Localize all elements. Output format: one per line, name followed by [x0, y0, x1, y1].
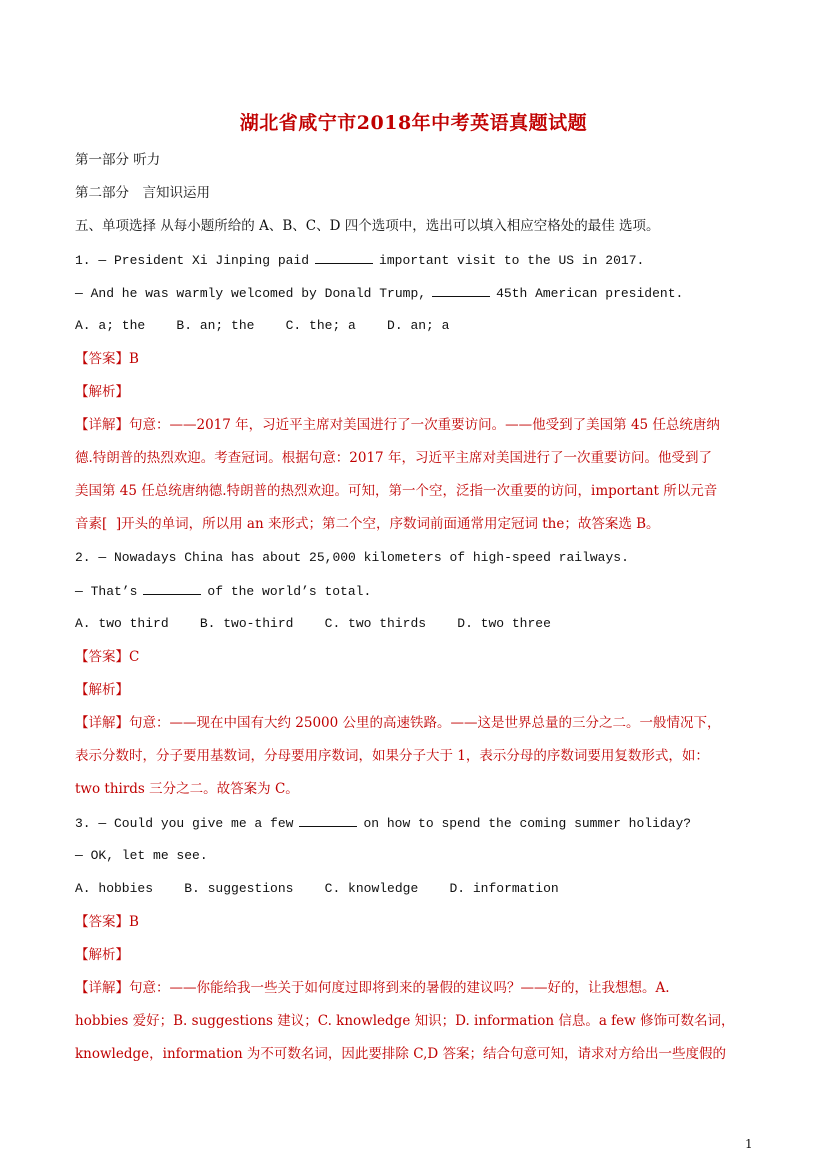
- q1-line2-start: — And he was warmly welcomed by Donald Trump,: [75, 286, 427, 301]
- q1-line1: [75, 251, 644, 270]
- q3-analysis-label: 【解析】: [75, 947, 129, 963]
- q2-line2: [75, 582, 371, 601]
- q3-line1-end: on how to spend the coming summer holiday?: [363, 816, 692, 831]
- q1-detail-line1: 【详解】句意：——2017 年，习近平主席对美国进行了一次重要访问。——他受到了美国第 45 任总统唐纳: [75, 417, 720, 433]
- q3-line1-start: 3. — Could you give me a few: [75, 816, 294, 831]
- q1-line2: [75, 284, 683, 303]
- q1-options: A. a; the B. an; the C. the; a D. an; a: [75, 318, 450, 333]
- q2-detail-line1: 【详解】句意：——现在中国有大约 25000 公里的高速铁路。——这是世界总量的三分之二。一般情况下，: [75, 715, 721, 731]
- q3-line2: — OK, let me see.: [75, 848, 208, 863]
- q1-line2-end: 45th American president.: [496, 286, 684, 301]
- q3-detail-line3: knowledge，information 为不可数名词，因此要排除 C,D 答案；结合句意可知，请求对方给出一些度假的: [75, 1046, 726, 1062]
- q2-detail-line3: two thirds 三分之二。故答案为 C。: [75, 781, 299, 797]
- q1-line1-start: 1. — President Xi Jinping paid: [75, 253, 310, 268]
- q1-detail-line4: 音素[ ]开头的单词，所以用 an 来形式；第二个空，序数词前面通常用定冠词 the；故答案选 B。: [75, 516, 660, 532]
- q2-detail-line2: 表示分数时，分子要用基数词，分母要用序数词，如果分子大于 1，表示分母的序数词要用复数形式，如：: [75, 748, 709, 764]
- q2-analysis-label: 【解析】: [75, 682, 129, 698]
- part-two-heading: 第二部分 言知识运用: [75, 185, 210, 201]
- q3-detail-line1: 【详解】句意：——你能给我一些关于如何度过即将到来的暑假的建议吗？——好的，让我想想。A.: [75, 980, 670, 996]
- q2-line1: 2. — Nowadays China has about 25,000 kilometers of high-speed railways.: [75, 550, 629, 565]
- q1-blank-1: [315, 251, 373, 264]
- q2-options: A. two third B. two-third C. two thirds D. two three: [75, 616, 551, 631]
- q3-options: A. hobbies B. suggestions C. knowledge D. information: [75, 881, 559, 896]
- page-number: 1: [745, 1137, 753, 1151]
- q1-answer: 【答案】B: [75, 351, 139, 367]
- page-title: 湖北省咸宁市2018年中考英语真题试题: [239, 112, 588, 134]
- q2-answer: 【答案】C: [75, 649, 140, 665]
- part-one-heading: 第一部分 听力: [75, 152, 161, 168]
- q3-blank: [299, 814, 357, 827]
- q1-detail-line2: 德.特朗普的热烈欢迎。考查冠词。根据句意：2017 年，习近平主席对美国进行了一次重要访问。他受到了: [75, 450, 712, 466]
- q2-line2-end: of the world’s total.: [207, 584, 372, 599]
- q1-detail-line3: 美国第 45 任总统唐纳德.特朗普的热烈欢迎。可知，第一个空，泛指一次重要的访问，important 所以元音: [75, 483, 718, 499]
- q3-detail-line2: hobbies 爱好；B. suggestions 建议；C. knowledge 知识；D. information 信息。a few 修饰可数名词，: [75, 1013, 735, 1029]
- section-five-instructions: 五、单项选择 从每小题所给的 A、B、C、D 四个选项中，选出可以填入相应空格处的最佳 选项。: [75, 218, 660, 234]
- q2-blank: [143, 582, 201, 595]
- q1-blank-2: [432, 284, 490, 297]
- q2-line2-start: — That’s: [75, 584, 138, 599]
- q1-analysis-label: 【解析】: [75, 384, 129, 400]
- q3-line1: [75, 814, 691, 833]
- q1-line1-end: important visit to the US in 2017.: [379, 253, 645, 268]
- q3-answer: 【答案】B: [75, 914, 139, 930]
